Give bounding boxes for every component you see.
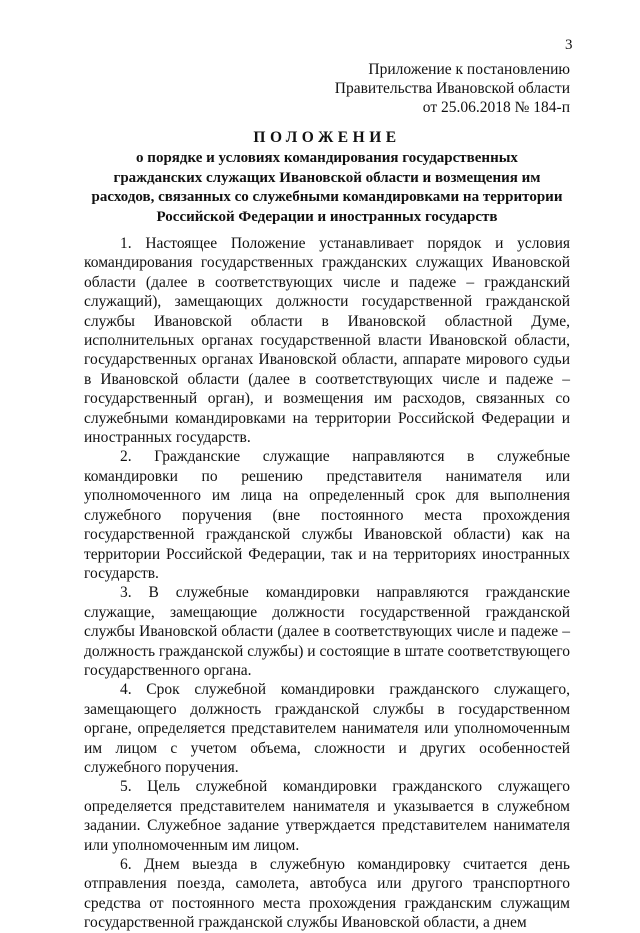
paragraph-2: 2. Гражданские служащие направляются в служебные командировки по решению представителя нанимателя или уполномоченного им лица на определенный срок для выполнения служебного поручения (вне постоянного места прохождения государственной гражданской службы Ивановской области) как на территории Российской Федерации, так и на территориях иностранных государств. [84,448,570,582]
paragraph-3: 3. В служебные командировки направляются гражданские служащие, замещающие должности государственной гражданской службы Ивановской области (далее в соответствующих числе и падеже – должность гражданской службы) и состоящие в штате соответствующего государственного органа. [84,584,570,679]
document-heading [84,128,570,227]
document-subtitle-line: Российской Федерации и иностранных государств [156,208,498,225]
document-title: ПОЛОЖЕНИЕ [253,129,401,146]
paragraph-6: 6. Днем выезда в служебную командировку считается день отправления поезда, самолета, автобуса или другого транспортного средства от постоянного места прохождения гражданским служащим государственной гражданской службы Ивановской области, а днем [84,856,570,932]
appendix-line: от 25.06.2018 № 184-п [422,99,570,116]
appendix-reference [335,60,570,117]
appendix-line: Приложение к постановлению [368,61,570,78]
document-subtitle-line: расходов, связанных со служебными командировками на территории [91,189,563,205]
paragraph-1: 1. Настоящее Положение устанавливает порядок и условия командирования государственных гражданских служащих Ивановской области (далее в соответствующих числе и падеже – гражданский служащий), замещающих должности государственной гражданской службы Ивановской области в Ивановской областной Думе, исполнительных органах государственной власти Ивановской области, государственных органах Ивановской области, аппарате мирового судьи в Ивановской области (далее в соответствующих числе и падеже – государственный орган), и возмещения им расходов, связанных со служебными командировками на территории Российской Федерации и иностранных государств. [84,235,570,447]
page-number: 3 [565,37,573,53]
document-subtitle-line: о порядке и условиях командирования государственных [136,150,518,166]
paragraph-4: 4. Срок служебной командировки гражданского служащего, замещающего должность гражданской службы в государственном органе, определяется представителем нанимателя или уполномоченным им лицом с учетом объема, сложности и других особенностей служебного поручения. [84,681,570,776]
appendix-line: Правительства Ивановской области [334,80,570,97]
document-subtitle-line: гражданских служащих Ивановской области и возмещения им [113,169,541,186]
paragraph-5: 5. Цель служебной командировки гражданского служащего определяется представителем нанимателя и указывается в служебном задании. Служебное задание утверждается представителем нанимателя или уполномоченным им лицом. [84,778,570,854]
document-body [84,234,570,933]
